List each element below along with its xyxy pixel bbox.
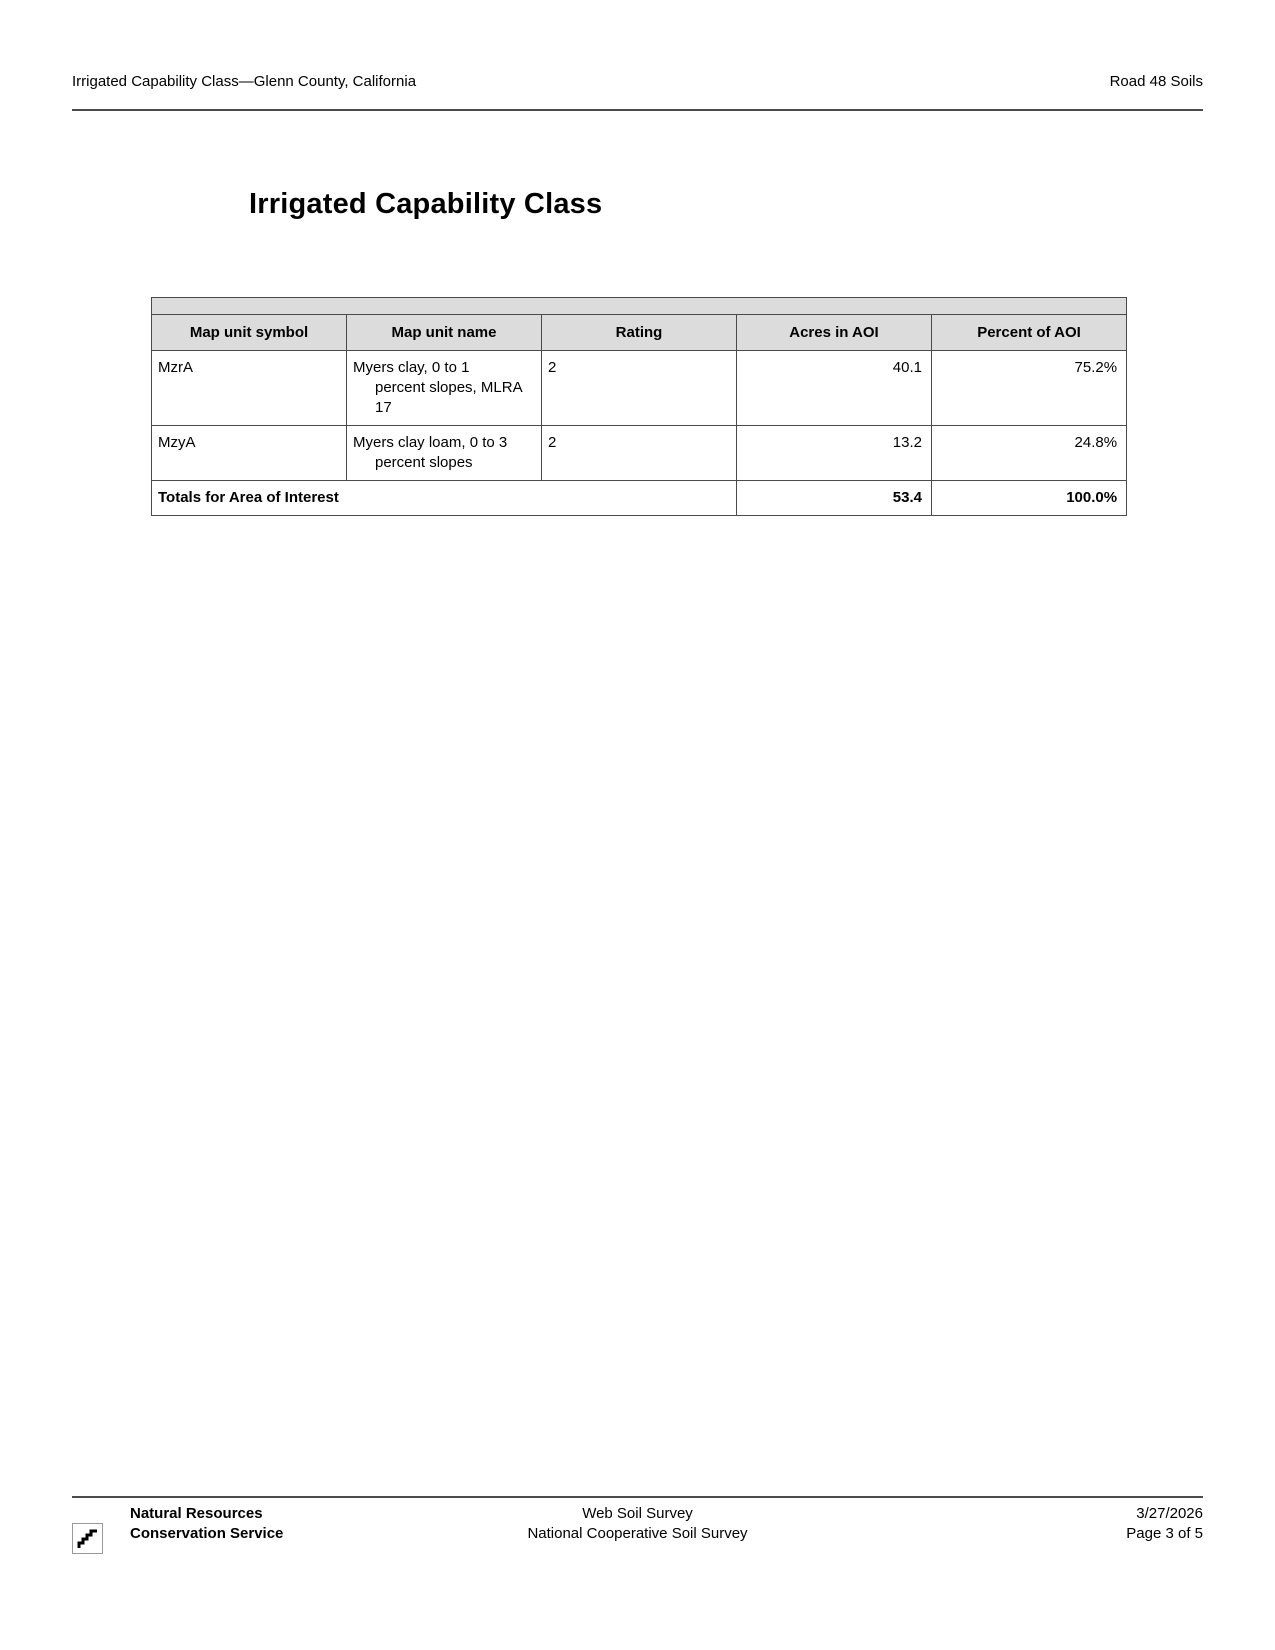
map-unit-name-line: Myers clay loam, 0 to 3 — [353, 434, 508, 451]
rating-cell: 2 — [542, 351, 737, 426]
percent-of-aoi-cell: 24.8% — [932, 426, 1127, 481]
column-header-percent-of-aoi: Percent of AOI — [932, 315, 1127, 351]
page-footer — [72, 1496, 1203, 1554]
totals-label: Totals for Area of Interest — [152, 481, 737, 516]
map-unit-name-cell — [347, 351, 542, 426]
column-header-rating: Rating — [542, 315, 737, 351]
header-right-text: Road 48 Soils — [1109, 73, 1203, 90]
totals-percent-cell: 100.0% — [932, 481, 1127, 516]
table-top-band — [152, 298, 1127, 315]
footer-page-number: Page 3 of 5 — [1126, 1525, 1203, 1542]
map-unit-name-line: percent slopes, MLRA — [375, 379, 523, 396]
table-row — [152, 426, 1127, 481]
irrigated-capability-table — [151, 297, 1127, 516]
column-header-map-unit-name: Map unit name — [347, 315, 542, 351]
header-left-text: Irrigated Capability Class—Glenn County, California — [72, 73, 417, 90]
map-unit-symbol-cell: MzrA — [152, 351, 347, 426]
map-unit-symbol-cell: MzyA — [152, 426, 347, 481]
footer-date: 3/27/2026 — [1136, 1505, 1203, 1522]
table-top-band-cell — [152, 298, 1127, 315]
percent-of-aoi-cell: 75.2% — [932, 351, 1127, 426]
map-unit-name-line: percent slopes — [375, 454, 473, 471]
footer-right-block — [1126, 1504, 1203, 1544]
map-unit-name-cell — [347, 426, 542, 481]
map-unit-name-line: Myers clay, 0 to 1 — [353, 359, 470, 376]
footer-org-name — [130, 1504, 283, 1544]
map-unit-name-line: 17 — [375, 399, 392, 416]
footer-center-block — [527, 1504, 747, 1544]
nrcs-stairs-icon — [72, 1523, 103, 1554]
totals-acres-cell: 53.4 — [737, 481, 932, 516]
page-header — [72, 73, 1203, 111]
acres-in-aoi-cell: 13.2 — [737, 426, 932, 481]
footer-org-line2: Conservation Service — [130, 1525, 284, 1542]
footer-survey-title: Web Soil Survey — [582, 1505, 693, 1522]
page-title: Irrigated Capability Class — [249, 188, 603, 220]
footer-survey-subtitle: National Cooperative Soil Survey — [527, 1525, 748, 1542]
totals-row — [152, 481, 1127, 516]
footer-org-line1: Natural Resources — [130, 1505, 263, 1522]
footer-left-block — [72, 1504, 283, 1554]
column-header-acres-in-aoi: Acres in AOI — [737, 315, 932, 351]
table-header-row — [152, 315, 1127, 351]
table-row — [152, 351, 1127, 426]
acres-in-aoi-cell: 40.1 — [737, 351, 932, 426]
column-header-map-unit-symbol: Map unit symbol — [152, 315, 347, 351]
rating-cell: 2 — [542, 426, 737, 481]
